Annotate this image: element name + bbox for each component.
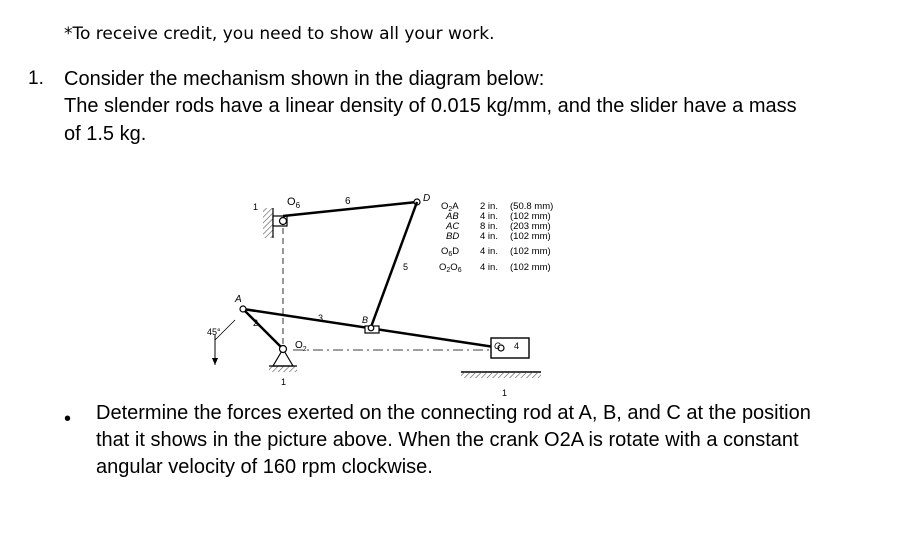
label-link-3: 3 <box>318 313 324 323</box>
o2-pivot <box>280 346 287 353</box>
bullet-line-3: angular velocity of 160 rpm clockwise. <box>96 456 433 478</box>
label-link-6: 6 <box>345 196 351 207</box>
dim-inch: 4 in. <box>480 231 498 242</box>
label-d: D <box>423 193 431 204</box>
label-link-4: 4 <box>514 341 520 351</box>
bullet-line-2: that it shows in the picture above. When the crank O2A is rotate with a constant <box>96 429 799 451</box>
dim-inch: 2 in. <box>480 201 498 212</box>
link-5 <box>371 202 417 327</box>
label-link-2: 2 <box>253 318 259 328</box>
label-o6: $O_6$ <box>287 196 301 210</box>
dim-name: $O_2A$ <box>441 201 459 213</box>
question-line-2: The slender rods have a linear density of 0.015 kg/mm, and the slider have a mass <box>64 95 797 117</box>
dim-name: AC <box>446 221 460 232</box>
work-instruction-note: *To receive credit, you need to show all your work. <box>64 24 495 44</box>
label-angle: 45° <box>207 327 221 337</box>
dim-mm: (203 mm) <box>510 221 551 232</box>
dim-name: $O_2O_6$ <box>439 262 462 274</box>
dim-mm: (50.8 mm) <box>510 201 554 212</box>
dim-mm: (102 mm) <box>510 262 551 273</box>
label-b: B <box>362 315 369 325</box>
bullet-symbol: • <box>64 408 72 430</box>
label-ground-1-bottom: 1 <box>281 377 287 387</box>
dimension-table <box>439 201 553 274</box>
dim-inch: 4 in. <box>480 211 498 222</box>
dim-name: AB <box>446 211 459 222</box>
question-number: 1. <box>28 68 44 89</box>
slider-ground-hatch <box>461 372 541 378</box>
question-line-1: Consider the mechanism shown in the diagram below: <box>64 68 545 90</box>
dim-mm: (102 mm) <box>510 211 551 222</box>
ground-hatch-o6 <box>263 208 273 238</box>
o2-ground-hatch <box>269 366 297 372</box>
dim-inch: 8 in. <box>480 221 498 232</box>
label-ground-1-right: 1 <box>502 388 508 398</box>
label-c: C <box>494 341 501 351</box>
b-joint <box>368 325 374 331</box>
a-joint <box>240 306 246 312</box>
o6-pivot <box>280 218 287 225</box>
dim-name: $O_6D$ <box>441 246 460 258</box>
dim-name: BD <box>446 231 460 242</box>
dim-inch: 4 in. <box>480 262 498 273</box>
question-line-3: of 1.5 kg. <box>64 123 147 145</box>
dim-mm: (102 mm) <box>510 231 551 242</box>
bullet-line-1: Determine the forces exerted on the connecting rod at A, B, and C at the position <box>96 402 811 424</box>
mechanism-diagram <box>205 190 615 400</box>
label-o2: $O_2$ <box>295 340 307 353</box>
label-ground-1-left: 1 <box>253 202 259 212</box>
label-link-5: 5 <box>403 262 409 272</box>
label-a: A <box>235 294 242 305</box>
dim-mm: (102 mm) <box>510 246 551 257</box>
dim-inch: 4 in. <box>480 246 498 257</box>
